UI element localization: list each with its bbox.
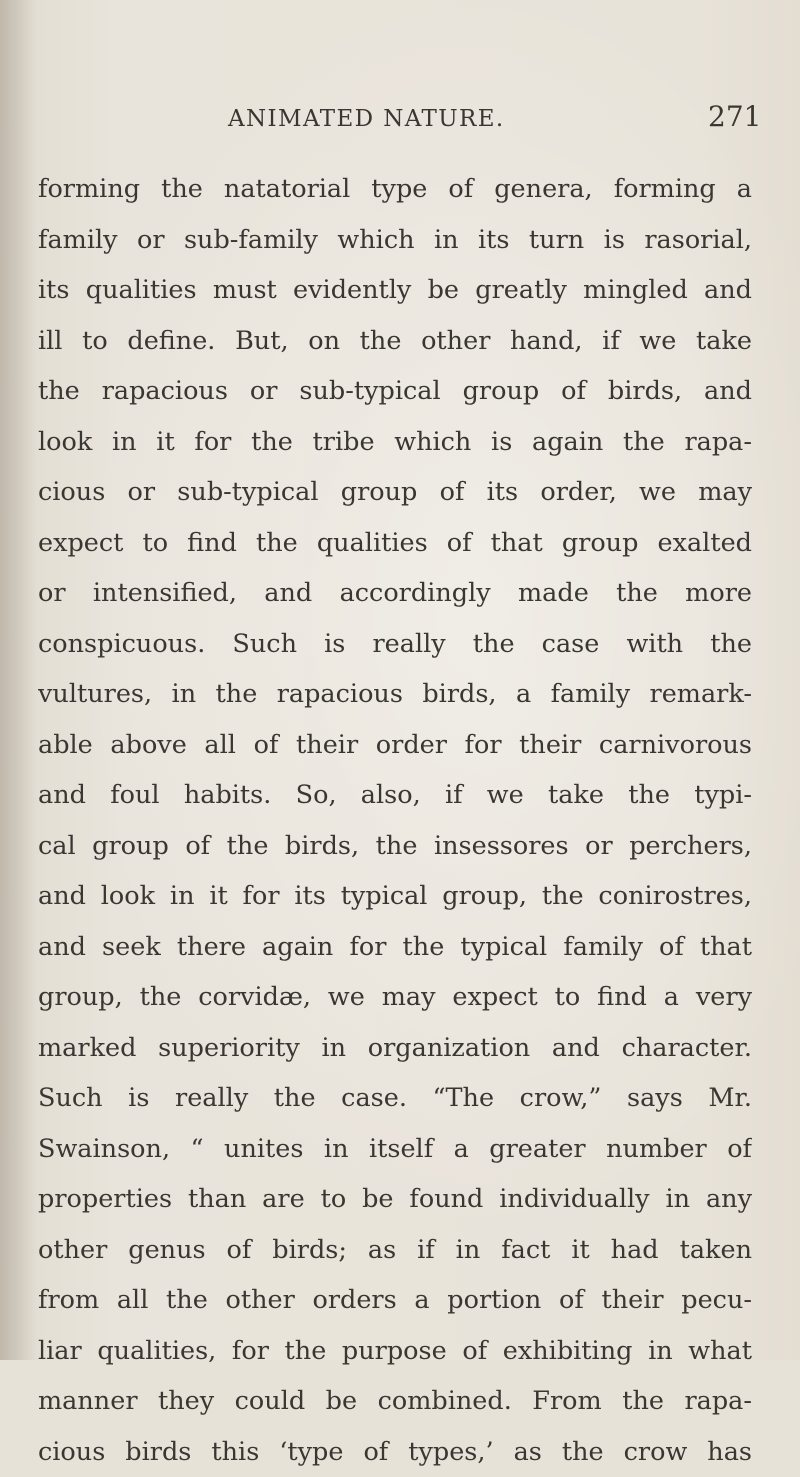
text-line: Such is really the case. “The crow,” says Mr. bbox=[38, 1073, 752, 1124]
text-line: and look in it for its typical group, the conirostres, bbox=[38, 871, 752, 922]
text-line: family or sub-family which in its turn is rasorial, bbox=[38, 215, 752, 266]
text-line: conspicuous. Such is really the case with the bbox=[38, 619, 752, 670]
text-line: group, the corvidæ, we may expect to find a very bbox=[38, 972, 752, 1023]
text-line: ill to define. But, on the other hand, if we take bbox=[38, 316, 752, 367]
text-line: look in it for the tribe which is again the rapa- bbox=[38, 417, 752, 468]
text-line: Swainson, “ unites in itself a greater number of bbox=[38, 1124, 752, 1175]
text-line: manner they could be combined. From the rapa- bbox=[38, 1376, 752, 1427]
body-text bbox=[38, 164, 752, 1477]
text-line: other genus of birds; as if in fact it had taken bbox=[38, 1225, 752, 1276]
text-line: marked superiority in organization and character. bbox=[38, 1023, 752, 1074]
text-line: and foul habits. So, also, if we take the typi- bbox=[38, 770, 752, 821]
page-header bbox=[0, 106, 800, 146]
text-line: expect to find the qualities of that group exalted bbox=[38, 518, 752, 569]
text-line: cious birds this ‘type of types,’ as the crow has bbox=[38, 1427, 752, 1477]
text-line: or intensified, and accordingly made the more bbox=[38, 568, 752, 619]
text-line: forming the natatorial type of genera, forming a bbox=[38, 164, 752, 215]
text-line: from all the other orders a portion of their pecu- bbox=[38, 1275, 752, 1326]
text-line: vultures, in the rapacious birds, a family remark- bbox=[38, 669, 752, 720]
text-line: the rapacious or sub-typical group of birds, and bbox=[38, 366, 752, 417]
text-line: cious or sub-typical group of its order, we may bbox=[38, 467, 752, 518]
text-line: properties than are to be found individually in any bbox=[38, 1174, 752, 1225]
text-line: its qualities must evidently be greatly mingled and bbox=[38, 265, 752, 316]
text-line: and seek there again for the typical family of that bbox=[38, 922, 752, 973]
page-gutter-shadow bbox=[0, 0, 36, 1360]
running-title: ANIMATED NATURE. bbox=[228, 106, 505, 132]
page-number: 271 bbox=[708, 100, 761, 133]
text-line: cal group of the birds, the insessores or perchers, bbox=[38, 821, 752, 872]
text-line: able above all of their order for their carnivorous bbox=[38, 720, 752, 771]
text-line: liar qualities, for the purpose of exhibiting in what bbox=[38, 1326, 752, 1377]
